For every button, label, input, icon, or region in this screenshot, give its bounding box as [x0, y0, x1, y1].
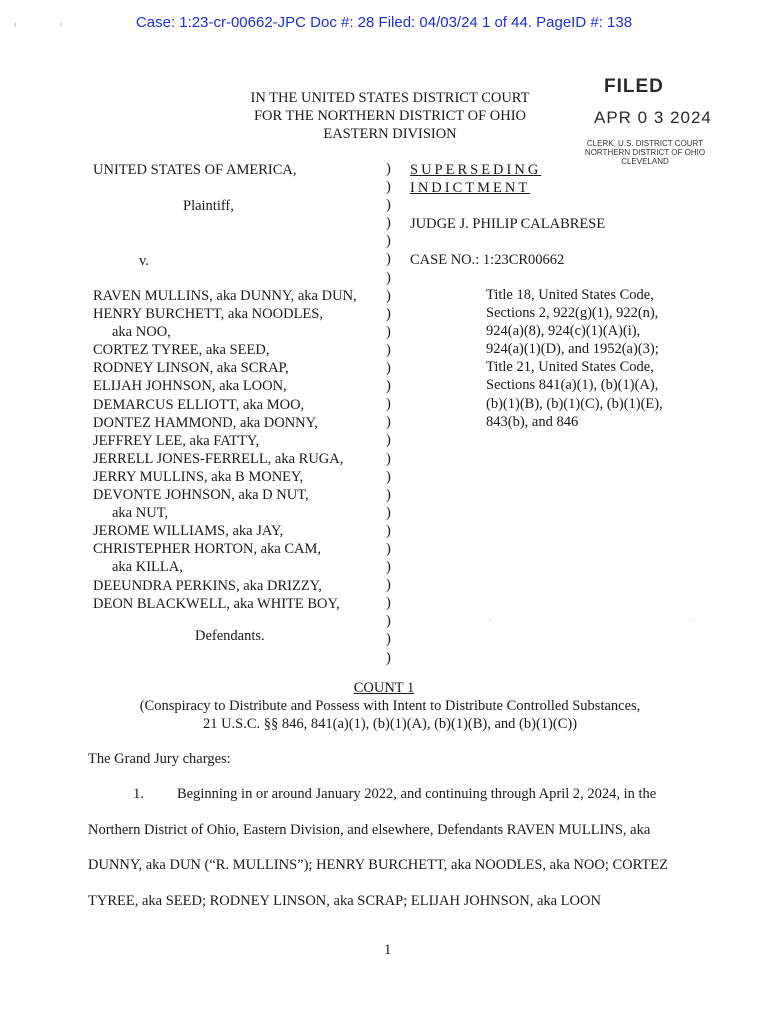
defendants-label: Defendants. — [195, 628, 265, 644]
statute-line: 924(a)(8), 924(c)(1)(A)(i), — [486, 323, 641, 340]
scan-speck: · — [489, 616, 492, 625]
document-type-superseding: SUPERSEDING — [410, 162, 542, 178]
defendant-line: DONTEZ HAMMOND, aka DONNY, — [93, 414, 318, 431]
defendant-line: DEEUNDRA PERKINS, aka DRIZZY, — [93, 577, 322, 594]
paren-mark: ) — [386, 179, 391, 196]
paren-mark: ) — [386, 432, 391, 449]
paren-mark: ) — [386, 613, 391, 630]
defendant-line: RODNEY LINSON, aka SCRAP, — [93, 360, 289, 377]
defendant-line: DEVONTE JOHNSON, aka D NUT, — [93, 487, 309, 504]
case-header: Case: 1:23-cr-00662-JPC Doc #: 28 Filed: 04/03/24 1 of 44. PageID #: 138 — [135, 14, 633, 31]
defendant-line: DEON BLACKWELL, aka WHITE BOY, — [93, 595, 340, 612]
paren-mark: ) — [386, 251, 391, 268]
paren-mark: ) — [386, 161, 391, 177]
grand-jury-charges: The Grand Jury charges: — [88, 751, 231, 767]
paren-mark: ) — [386, 287, 391, 304]
paren-mark: ) — [386, 360, 391, 377]
defendant-line: DEMARCUS ELLIOTT, aka MOO, — [93, 396, 305, 413]
court-district: FOR THE NORTHERN DISTRICT OF OHIO — [253, 108, 527, 124]
paren-mark: ) — [386, 305, 391, 322]
stamp-clerk-line: CLERK, U.S. DISTRICT COURT — [586, 139, 704, 148]
paren-mark: ) — [386, 215, 391, 232]
statute-line: 924(a)(1)(D), and 1952(a)(3); — [486, 341, 659, 358]
page-number: 1 — [384, 942, 392, 958]
defendant-list — [93, 287, 357, 613]
defendant-line: RAVEN MULLINS, aka DUNNY, aka DUN, — [93, 288, 357, 304]
plaintiff-name: UNITED STATES OF AMERICA, — [93, 162, 297, 178]
statute-line: Title 18, United States Code, — [486, 287, 654, 303]
defendant-line: ELIJAH JOHNSON, aka LOON, — [93, 378, 287, 395]
paren-mark: ) — [386, 396, 391, 413]
paren-mark: ) — [386, 269, 391, 286]
paren-mark: ) — [386, 233, 391, 250]
caption-divider — [386, 160, 391, 667]
paren-mark: ) — [386, 378, 391, 395]
judge-name: JUDGE J. PHILIP CALABRESE — [410, 216, 606, 232]
statute-line: Sections 841(a)(1), (b)(1)(A), — [486, 377, 659, 394]
defendant-line: aka KILLA, — [112, 559, 183, 576]
paragraph-line: Beginning in or around January 2022, and continuing through April 2, 2024, in the — [177, 786, 657, 802]
paragraph-number: 1. — [133, 786, 144, 802]
case-number: CASE NO.: 1:23CR00662 — [410, 252, 565, 268]
paren-mark: ) — [386, 540, 391, 557]
paren-mark: ) — [386, 414, 391, 431]
stamp-city-line: CLEVELAND — [621, 157, 669, 166]
paren-mark: ) — [386, 577, 391, 594]
paren-mark: ) — [386, 504, 391, 521]
filed-stamp-date: APR 0 3 2024 — [594, 108, 712, 127]
paren-mark: ) — [386, 559, 391, 576]
scan-mark: ı — [14, 20, 17, 29]
statute-line: Sections 2, 922(g)(1), 922(n), — [486, 305, 659, 322]
defendant-line: CORTEZ TYREE, aka SEED, — [93, 342, 270, 359]
defendant-line: HENRY BURCHETT, aka NOODLES, — [93, 306, 323, 323]
paren-mark: ) — [386, 341, 391, 358]
versus: v. — [139, 253, 149, 269]
document-type-indictment: INDICTMENT — [410, 180, 531, 196]
paragraph-line: Northern District of Ohio, Eastern Division, and elsewhere, Defendants RAVEN MULLINS, aka — [88, 822, 651, 838]
count-title: COUNT 1 — [353, 680, 415, 696]
paren-mark: ) — [386, 450, 391, 467]
paren-mark: ) — [386, 631, 391, 648]
defendant-line: aka NUT, — [112, 505, 169, 522]
paren-mark: ) — [386, 468, 391, 485]
court-name: IN THE UNITED STATES DISTRICT COURT — [250, 90, 530, 106]
defendant-line: aka NOO, — [112, 324, 171, 341]
statute-list — [486, 286, 663, 431]
defendant-line: JEROME WILLIAMS, aka JAY, — [93, 523, 284, 540]
count-statute: 21 U.S.C. §§ 846, 841(a)(1), (b)(1)(A), (b)(1)(B), and (b)(1)(C)) — [202, 716, 578, 732]
paren-mark: ) — [386, 595, 391, 612]
plaintiff-label: Plaintiff, — [183, 198, 234, 214]
scan-speck: · — [692, 616, 695, 625]
stamp-district-line: NORTHERN DISTRICT OF OHIO — [584, 148, 706, 157]
statute-line: 843(b), and 846 — [486, 413, 579, 430]
paren-mark: ) — [386, 649, 391, 666]
defendant-line: JERRY MULLINS, aka B MONEY, — [93, 468, 304, 485]
paragraph-line: TYREE, aka SEED; RODNEY LINSON, aka SCRAP; ELIJAH JOHNSON, aka LOON — [88, 893, 601, 909]
statute-line: (b)(1)(B), (b)(1)(C), (b)(1)(E), — [486, 395, 663, 412]
scan-mark: ı — [60, 20, 63, 29]
count-subtitle: (Conspiracy to Distribute and Possess with Intent to Distribute Controlled Substances, — [139, 698, 641, 714]
defendant-line: JEFFREY LEE, aka FATTY, — [93, 432, 260, 449]
paragraph-line: DUNNY, aka DUN (“R. MULLINS”); HENRY BURCHETT, aka NOODLES, aka NOO; CORTEZ — [88, 857, 668, 873]
filed-stamp-title: FILED — [604, 76, 664, 97]
court-division: EASTERN DIVISION — [323, 126, 457, 142]
paren-mark: ) — [386, 323, 391, 340]
paren-mark: ) — [386, 197, 391, 214]
statute-line: Title 21, United States Code, — [486, 359, 654, 376]
defendant-line: CHRISTEPHER HORTON, aka CAM, — [93, 541, 322, 558]
paren-mark: ) — [386, 486, 391, 503]
paren-mark: ) — [386, 522, 391, 539]
defendant-line: JERRELL JONES-FERRELL, aka RUGA, — [93, 450, 344, 467]
